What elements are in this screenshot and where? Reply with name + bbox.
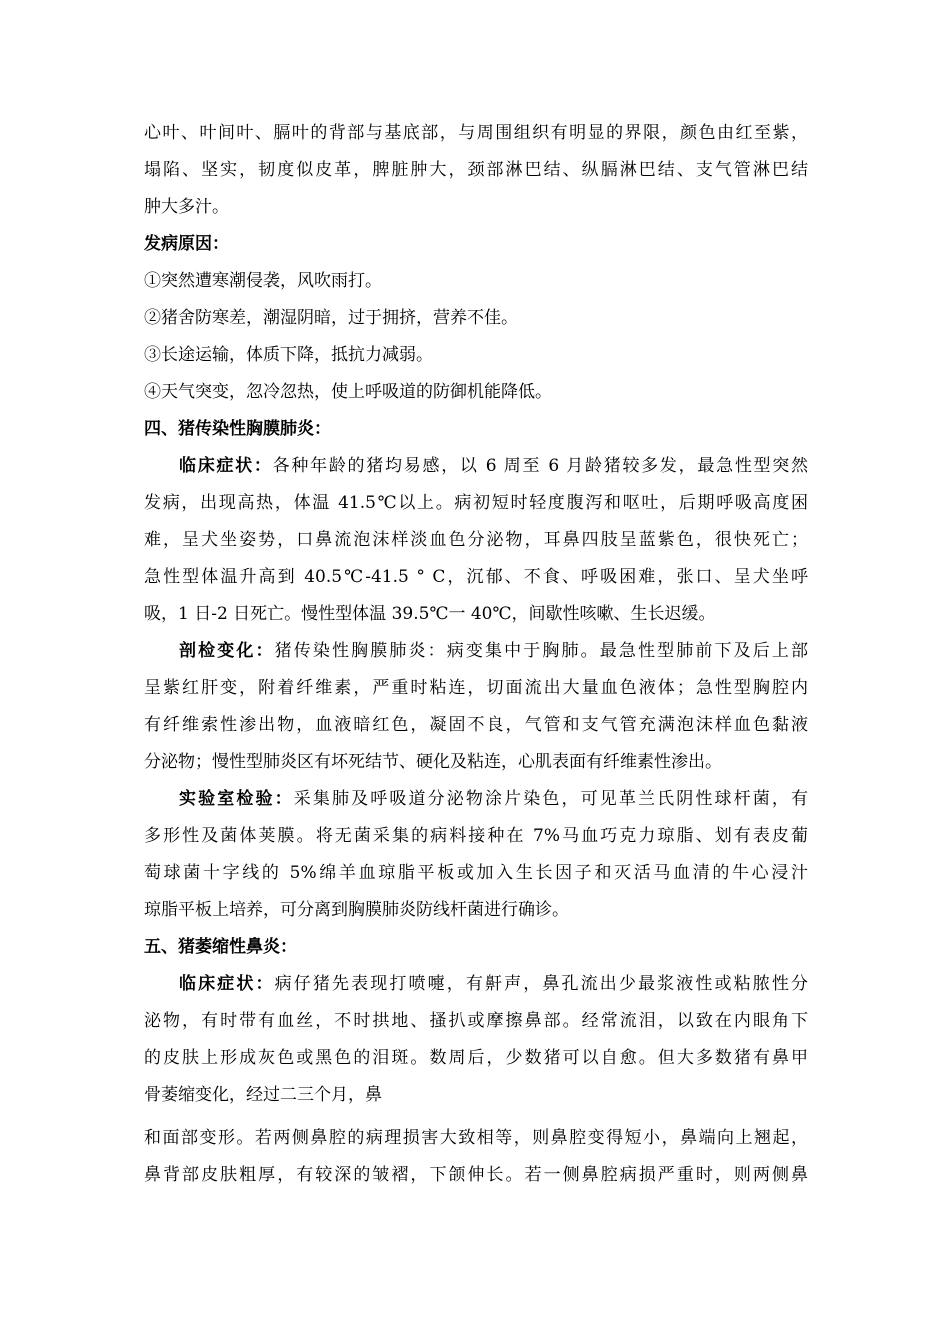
paragraph-line: 心叶、叶间叶、膈叶的背部与基底部，与周围组织有明显的界限，颜色由红至紫， bbox=[144, 123, 808, 143]
paragraph-line: 鼻背部皮肤粗厚，有较深的皱褶，下颌伸长。若一侧鼻腔病损严重时，则两侧鼻 bbox=[144, 1165, 808, 1185]
paragraph-first-line bbox=[144, 448, 808, 485]
cause-item: ③长途运输，体质下降，抵抗力减弱。 bbox=[144, 345, 433, 365]
paragraph-line: 肿大多汁。 bbox=[144, 197, 229, 217]
paragraph-line: 吸，1 日-2 日死亡。慢性型体温 39.5℃一 40℃，间歇性咳嗽、生长迟缓。 bbox=[144, 604, 716, 624]
paragraph-line: 分泌物；慢性型肺炎区有坏死结节、硬化及粘连，心肌表面有纤维素性渗出。 bbox=[144, 752, 722, 772]
paragraph-line: 的皮肤上形成灰色或黑色的泪斑。数周后，少数猪可以自愈。但大多数猪有鼻甲 bbox=[144, 1048, 808, 1068]
autopsy-label: 剖检变化： bbox=[179, 641, 275, 661]
cause-item: ④天气突变，忽冷忽热，使上呼吸道的防御机能降低。 bbox=[144, 382, 552, 402]
document-page bbox=[144, 115, 808, 1194]
lab-label: 实验室检验： bbox=[179, 789, 294, 809]
paragraph-line: 泌物，有时带有血丝，不时拱地、搔扒或摩擦鼻部。经常流泪，以致在内眼角下 bbox=[144, 1011, 808, 1031]
paragraph-text: 各种年龄的猪均易感，以 6 周至 6 月龄猪较多发，最急性型突然 bbox=[272, 456, 808, 476]
paragraph-text: 病仔猪先表现打喷嚏，有鼾声，鼻孔流出少最浆液性或粘脓性分 bbox=[274, 974, 808, 994]
section-heading: 五、猪萎缩性鼻炎： bbox=[144, 937, 297, 957]
paragraph-line: 萄球菌十字线的 5%绵羊血琼脂平板或加入生长因子和灭活马血清的牛心浸汁 bbox=[144, 863, 808, 883]
paragraph-line: 琼脂平板上培养，可分离到胸膜肺炎防线杆菌进行确诊。 bbox=[144, 900, 569, 920]
paragraph-text: 猪传染性胸膜肺炎：病变集中于胸肺。最急性型肺前下及后上部 bbox=[274, 641, 808, 661]
paragraph-text: 采集肺及呼吸道分泌物涂片染色，可见革兰氏阴性球杆菌，有 bbox=[293, 789, 808, 809]
clinical-label: 临床症状： bbox=[179, 974, 275, 994]
cause-heading: 发病原因： bbox=[144, 234, 229, 254]
paragraph-line: 塌陷、坚实，韧度似皮革，脾脏肿大，颈部淋巴结、纵膈淋巴结、支气管淋巴结 bbox=[144, 160, 808, 180]
paragraph-first-line bbox=[144, 966, 808, 1003]
paragraph-first-line bbox=[144, 633, 808, 670]
paragraph-first-line bbox=[144, 781, 808, 818]
cause-item: ②猪舍防寒差，潮湿阴暗，过于拥挤，营养不佳。 bbox=[144, 308, 518, 328]
paragraph-line: 和面部变形。若两侧鼻腔的病理损害大致相等，则鼻腔变得短小，鼻端向上翘起， bbox=[144, 1128, 808, 1148]
paragraph-line: 骨萎缩变化，经过二三个月，鼻 bbox=[144, 1085, 382, 1105]
paragraph-line: 急性型体温升高到 40.5℃-41.5 ° C，沉郁、不食、呼吸困难，张口、呈犬坐呼 bbox=[144, 567, 808, 587]
clinical-label: 临床症状： bbox=[179, 456, 273, 476]
paragraph-line: 难，呈犬坐姿势，口鼻流泡沫样淡血色分泌物，耳鼻四肢呈蓝紫色，很快死亡； bbox=[144, 530, 808, 550]
section-heading: 四、猪传染性胸膜肺炎： bbox=[144, 419, 331, 439]
paragraph-line: 呈紫红肝变，附着纤维素，严重时粘连，切面流出大量血色液体；急性型胸腔内 bbox=[144, 678, 808, 698]
cause-item: ①突然遭寒潮侵袭，风吹雨打。 bbox=[144, 271, 382, 291]
paragraph-line: 多形性及菌体荚膜。将无菌采集的病料接种在 7%马血巧克力琼脂、划有表皮葡 bbox=[144, 826, 808, 846]
paragraph-line: 发病，出现高热，体温 41.5℃以上。病初短时轻度腹泻和呕吐，后期呼吸高度困 bbox=[144, 493, 808, 513]
paragraph-line: 有纤维索性渗出物，血液暗红色，凝固不良，气管和支气管充满泡沫样血色黏液 bbox=[144, 715, 808, 735]
